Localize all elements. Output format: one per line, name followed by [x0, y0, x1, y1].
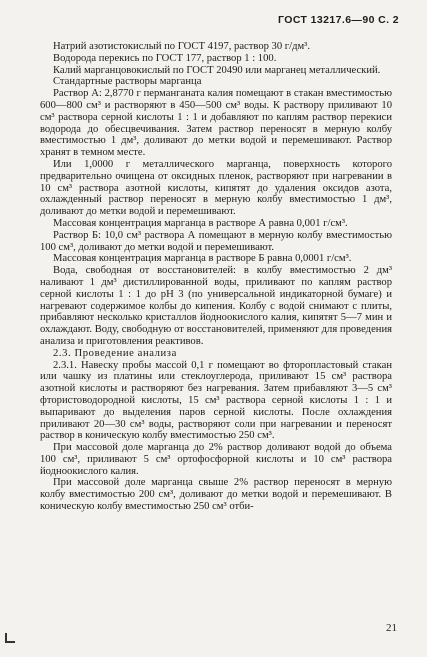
reducer-free-water-paragraph: Вода, свободная от восстановителей: в колбу вместимостью 2 дм³ наливают 1 дм³ дистиллированной воды, приливают по каплям раствор серной кислоты 1 : 1 до рН 3 (по универсальной индикаторной бумаге) и нагревают содержимое колбы до кипения. Колбу с водой снимают с плиты, прибавляют несколько кристаллов йодноокислого калия, кипятят 5—7 мин и охлаждают. Воду, свободную от восстановителей, применяют для проведения анализа и приготовления реактивов. — [40, 265, 392, 347]
document-body — [40, 41, 392, 513]
crop-mark — [5, 633, 15, 643]
solution-a-paragraph: Раствор А: 2,8770 г перманганата калия помещают в стакан вместимостью 600—800 см³ и растворяют в 450—500 см³ воды. К раствору приливают 10 см³ раствора серной кислоты 1 : 1 и добавляют по каплям раствор перекиси водорода до обесцвечивания. Затем раствор переносят в мерную колбу вместимостью 1 дм³, доливают до метки водой и перемешивают. Раствор хранят в темном месте. — [40, 88, 392, 159]
high-manganese-paragraph: При массовой доле марганца свыше 2% раствор переносят в мерную колбу вместимостью 200 см³, доливают до метки водой и перемешивают. В коническую колбу вместимостью 250 см³ отби- — [40, 477, 392, 513]
reagent-potassium-permanganate: Калий марганцовокислый по ГОСТ 20490 или марганец металлический. — [53, 64, 381, 76]
page-number: 21 — [386, 622, 397, 634]
concentration-b-paragraph: Массовая концентрация марганца в растворе Б равна 0,0001 г/см³. — [53, 253, 352, 265]
section-heading-analysis: 2.3. Проведение анализа — [53, 347, 177, 359]
reagent-sodium-nitrite: Натрий азотистокислый по ГОСТ 4197, раствор 30 г/дм³. — [53, 41, 311, 52]
reagent-hydrogen-peroxide: Водорода перекись по ГОСТ 177, раствор 1 : 100. — [53, 52, 277, 64]
low-manganese-paragraph: При массовой доле марганца до 2% раствор доливают водой до объема 100 см³, приливают 5 см³ ортофосфорной кислоты и 10 см³ раствора йодноокислого калия. — [40, 442, 392, 477]
analysis-step-2-3-1: 2.3.1. Навеску пробы массой 0,1 г помещают во фторопластовый стакан или чашку из платины или стеклоуглерода, приливают 15 см³ раствора азотной кислоты и растворяют без нагревания. Затем прибавляют 3—5 см³ фтористоводородной кислоты, 15 см³ раствора серной кислоты 1 : 1 и выпаривают до выделения паров серной кислоты. После охлаждения приливают 20—30 см³ воды, растворяют соли при нагревании и переносят раствор в коническую колбу вместимостью 250 см³. — [40, 359, 392, 442]
solution-b-paragraph: Раствор Б: 10,0 см³ раствора А помещают в мерную колбу вместимостью 100 см³, доливают до метки водой и перемешивают. — [40, 229, 392, 253]
concentration-a-paragraph: Массовая концентрация марганца в растворе А равна 0,001 г/см³. — [53, 217, 348, 229]
section-heading-standard-solutions: Стандартные растворы марганца — [53, 76, 202, 88]
alternative-manganese-paragraph: Или 1,0000 г металлического марганца, поверхность которого предварительно очищена от оксидных пленок, растворяют при нагревании в 10 см³ раствора азотной кислоты, кипятят до удаления оксидов азота, охлажденный раствор переносят в мерную колбу вместимостью 1 дм³, доливают до метки водой и перемешивают. — [40, 158, 392, 218]
page-header: ГОСТ 13217.6—90 С. 2 — [278, 14, 399, 26]
